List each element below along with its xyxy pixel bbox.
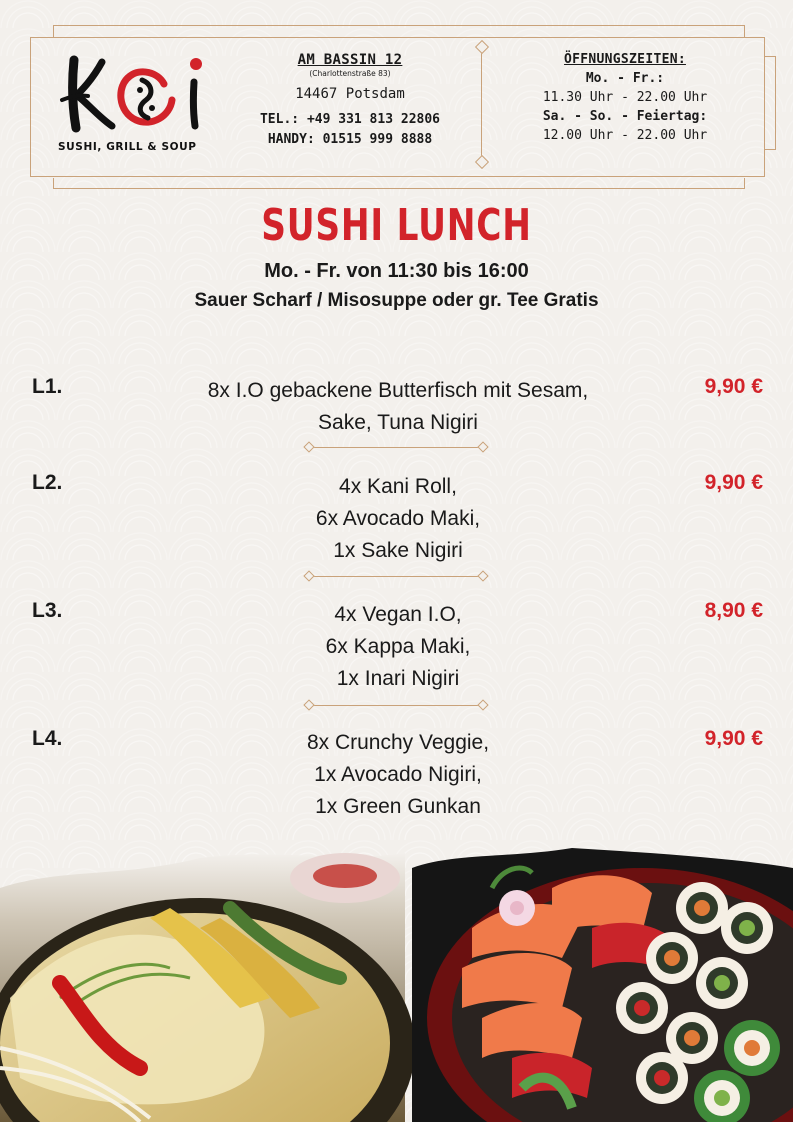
item-line: 8x Crunchy Veggie,	[306, 731, 490, 754]
item-line: 1x Sake Nigiri	[333, 539, 463, 562]
hours-title: ÖFFNUNGSZEITEN:	[564, 52, 686, 67]
item-line: 1x Inari Nigiri	[336, 667, 460, 690]
header-frame-bottom	[53, 178, 745, 189]
item-price: 9,90 €	[704, 727, 763, 750]
item-line: Sake, Tuna Nigiri	[318, 411, 478, 434]
item-line: 6x Kappa Maki,	[325, 635, 471, 658]
item-description	[148, 599, 648, 695]
hours-weekend-label: Sa. - So. - Feiertag:	[542, 109, 708, 124]
item-line: 8x I.O gebackene Butterfisch mit Sesam,	[207, 379, 589, 402]
header-frame-tab	[765, 56, 776, 150]
opening-hours	[510, 52, 740, 143]
menu-subtitle: Mo. - Fr. von 11:30 bis 16:00	[264, 260, 529, 282]
item-description	[148, 727, 648, 823]
item-price: 9,90 €	[704, 471, 763, 494]
address-note: (Charlottenstraße 83)	[309, 69, 391, 78]
item-separator	[305, 701, 487, 711]
address-city: 14467 Potsdam	[295, 86, 405, 102]
hours-weekday-label: Mo. - Fr.:	[585, 71, 665, 86]
address-block	[230, 52, 470, 147]
item-description	[148, 471, 648, 567]
item-code: L4.	[32, 727, 63, 750]
item-code: L3.	[32, 599, 63, 622]
item-price: 9,90 €	[704, 375, 763, 398]
item-line: 4x Vegan I.O,	[334, 603, 462, 626]
logo-text: KOi	[52, 35, 79, 54]
item-line: 1x Green Gunkan	[315, 795, 481, 818]
logo-tagline: SUSHI, GRILL & SOUP	[58, 141, 197, 153]
phone-number[interactable]: TEL.: +49 331 813 22806	[259, 112, 440, 127]
mobile-number[interactable]: HANDY: 01515 999 8888	[267, 132, 433, 147]
address-street: AM BASSIN 12	[297, 52, 403, 68]
item-line: 4x Kani Roll,	[339, 475, 457, 498]
item-line: 1x Avocado Nigiri,	[314, 763, 482, 786]
sushi-platter-photo	[412, 848, 793, 1122]
soup-photo	[0, 848, 405, 1122]
hours-weekend-time: 12.00 Uhr - 22.00 Uhr	[542, 128, 708, 143]
item-description	[148, 375, 648, 439]
item-separator	[305, 572, 487, 582]
hours-weekday-time: 11.30 Uhr - 22.00 Uhr	[542, 90, 708, 105]
item-code: L1.	[32, 375, 63, 398]
menu-title: SUSHI LUNCH	[261, 200, 532, 251]
menu-extras: Sauer Scharf / Misosuppe oder gr. Tee Gratis	[194, 290, 599, 311]
item-separator	[305, 443, 487, 453]
header-divider	[481, 47, 482, 161]
item-price: 8,90 €	[704, 599, 763, 622]
item-line: 6x Avocado Maki,	[315, 507, 481, 530]
item-code: L2.	[32, 471, 63, 494]
